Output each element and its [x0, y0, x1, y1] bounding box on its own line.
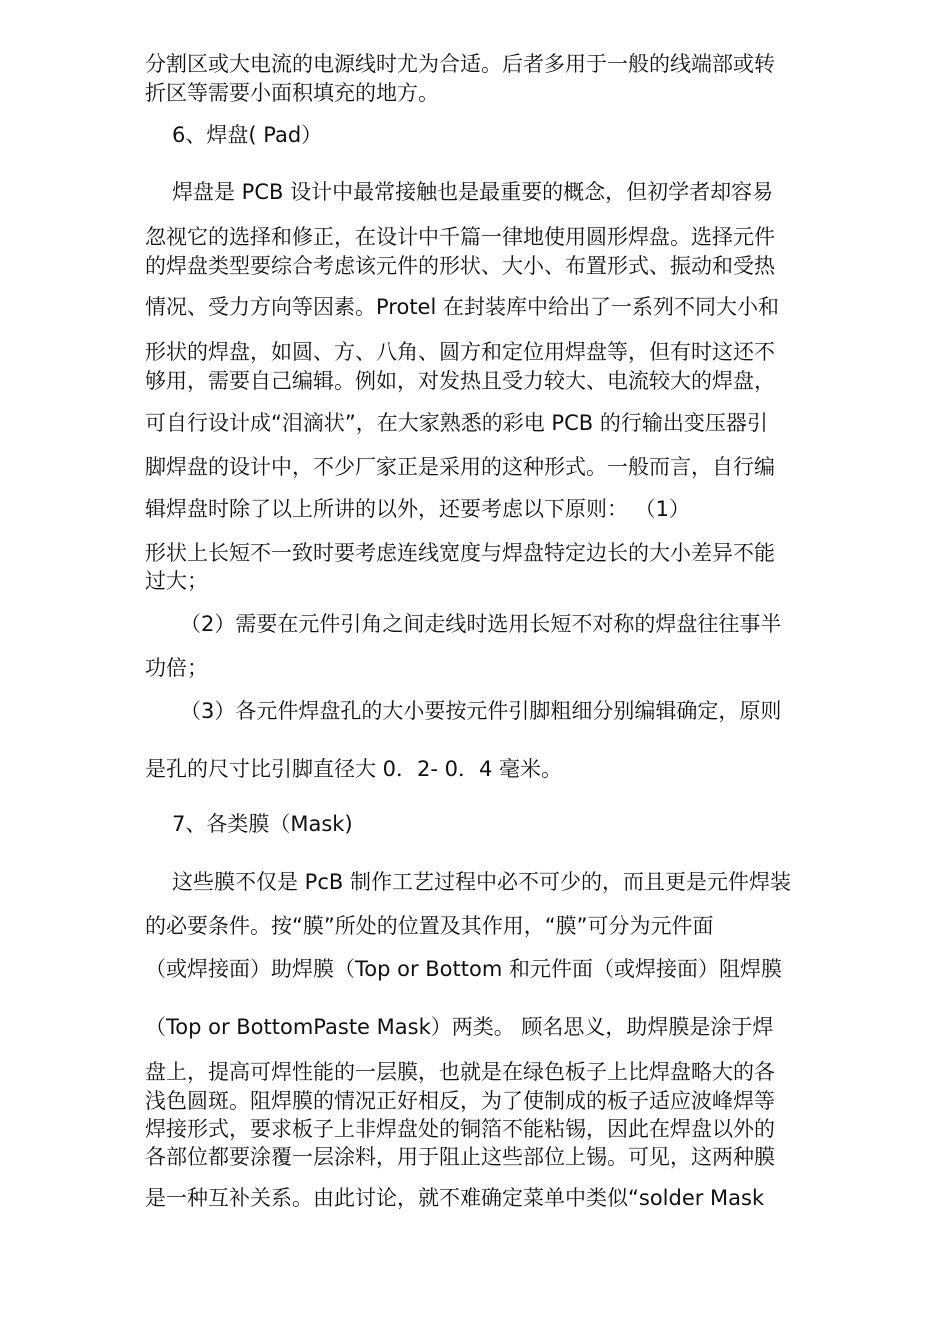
line: 可自行设计成“泪滴状”，在大家熟悉的彩电 PCB 的行输出变压器引 [145, 411, 768, 435]
line: 过大； [145, 569, 208, 593]
line: 形状的焊盘，如圆、方、八角、圆方和定位用焊盘等，但有时这还不 [145, 340, 775, 364]
line: （3）各元件焊盘孔的大小要按元件引脚粗细分别编辑确定，原则 [180, 699, 782, 723]
line: 浅色圆斑。阻焊膜的情况正好相反，为了使制成的板子适应波峰焊等 [145, 1089, 775, 1113]
line: 各部位都要涂覆一层涂料，用于阻止这些部位上锡。可见，这两种膜 [145, 1145, 775, 1169]
line: 盘上，提高可焊性能的一层膜，也就是在绿色板子上比焊盘略大的各 [145, 1060, 775, 1084]
line: 的焊盘类型要综合考虑该元件的形状、大小、布置形式、振动和受热 [145, 254, 775, 278]
line: 的必要条件。按“膜”所处的位置及其作用，“膜”可分为元件面 [145, 914, 714, 938]
line: （2）需要在元件引角之间走线时选用长短不对称的焊盘往往事半 [180, 612, 782, 636]
line: 是孔的尺寸比引脚直径大 0．2- 0．4 毫米。 [145, 757, 563, 781]
section-heading: 6、焊盘( Pad） [172, 123, 323, 147]
line: 情况、受力方向等因素。Protel 在封装库中给出了一系列不同大小和 [145, 295, 779, 319]
line: （Top or BottomPaste Mask）两类。 顾名思义，助焊膜是涂于焊 [145, 1015, 774, 1039]
line: 折区等需要小面积填充的地方。 [145, 81, 439, 105]
line: 焊盘是 PCB 设计中最常接触也是最重要的概念，但初学者却容易 [172, 180, 774, 204]
line: 分割区或大电流的电源线时尤为合适。后者多用于一般的线端部或转 [145, 52, 775, 76]
line: 这些膜不仅是 PcB 制作工艺过程中必不可少的，而且更是元件焊装 [172, 870, 791, 894]
line: 焊接形式，要求板子上非焊盘处的铜箔不能粘锡，因此在焊盘以外的 [145, 1117, 775, 1141]
line: 脚焊盘的设计中，不少厂家正是采用的这种形式。一般而言，自行编 [145, 455, 775, 479]
line: 辑焊盘时除了以上所讲的以外，还要考虑以下原则： （1） [145, 497, 691, 521]
line: 是一种互补关系。由此讨论，就不难确定菜单中类似“solder Mask [145, 1186, 765, 1210]
line: 形状上长短不一致时要考虑连线宽度与焊盘特定边长的大小差异不能 [145, 541, 775, 565]
line: 忽视它的选择和修正，在设计中千篇一律地使用圆形焊盘。选择元件 [145, 225, 775, 249]
line: （或焊接面）助焊膜（Top or Bottom 和元件面（或焊接面）阻焊膜 [145, 957, 782, 981]
line: 功倍； [145, 656, 208, 680]
section-heading: 7、各类膜（Mask) [172, 812, 353, 836]
line: 够用，需要自己编辑。例如，对发热且受力较大、电流较大的焊盘， [145, 369, 775, 393]
